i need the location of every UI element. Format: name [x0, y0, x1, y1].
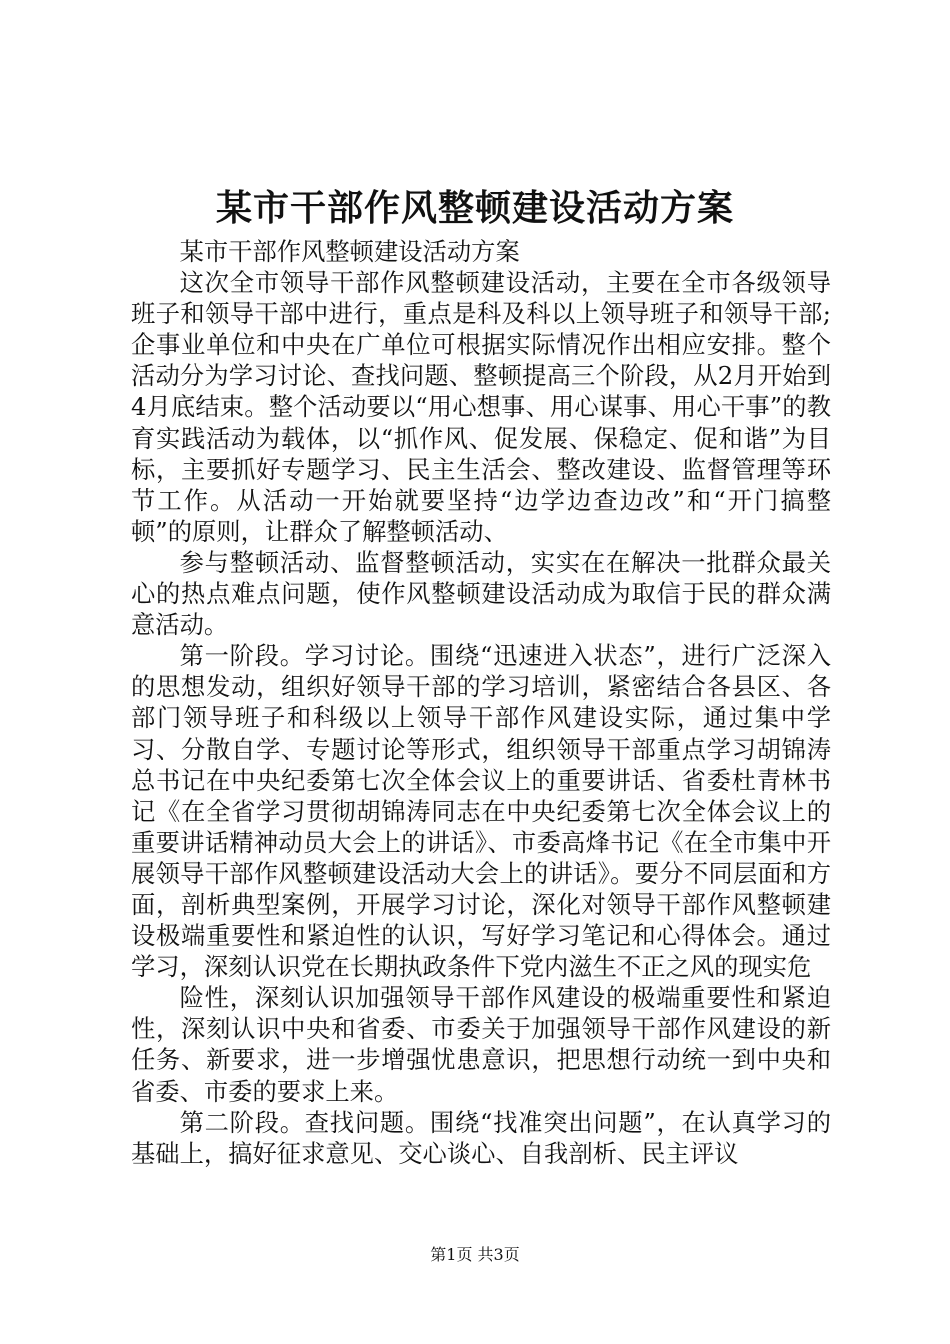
page-number-footer: 第1页 共3页 — [430, 1245, 520, 1264]
paragraph-stage-two: 第二阶段。查找问题。围绕“找准突出问题”，在认真学习的基础上，搞好征求意见、交心谈心、自我剖析、民主评议 — [131, 1107, 831, 1168]
paragraph-subtitle: 某市干部作风整顿建设活动方案 — [179, 237, 520, 266]
paragraph-stage-one-continued: 险性，深刻认识加强领导干部作风建设的极端重要性和紧迫性，深刻认识中央和省委、市委关于加强领导干部作风建设的新任务、新要求，进一步增强忧患意识，把思想行动统一到中央和省委、市委的要求上来。 — [131, 983, 831, 1106]
paragraph-intro-continued: 参与整顿活动、监督整顿活动，实实在在解决一批群众最关心的热点难点问题，使作风整顿建设活动成为取信于民的群众满意活动。 — [131, 547, 831, 640]
paragraph-stage-one: 第一阶段。学习讨论。围绕“迅速进入状态”，进行广泛深入的思想发动，组织好领导干部的学习培训，紧密结合各县区、各部门领导班子和科级以上领导干部作风建设实际，通过集中学习、分散自学、专题讨论等形式，组织领导干部重点学习胡锦涛总书记在中央纪委第七次全体会议上的重要讲话、省委杜青林书记《在全省学习贯彻胡锦涛同志在中央纪委第七次全体会议上的重要讲话精神动员大会上的讲话》、市委高烽书记《在全市集中开展领导干部作风整顿建设活动大会上的讲话》。要分不同层面和方面，剖析典型案例，开展学习讨论，深化对领导干部作风整顿建设极端重要性和紧迫性的认识，写好学习笔记和心得体会。通过学习，深刻认识党在长期执政条件下党内滋生不正之风的现实危 — [131, 641, 831, 982]
document-title: 某市干部作风整顿建设活动方案 — [215, 187, 734, 229]
paragraph-intro: 这次全市领导干部作风整顿建设活动，主要在全市各级领导班子和领导干部中进行，重点是科及科以上领导班子和领导干部;企事业单位和中央在广单位可根据实际情况作出相应安排。整个活动分为学习讨论、查找问题、整顿提高三个阶段，从2月开始到4月底结束。整个活动要以“用心想事、用心谋事、用心干事”的教育实践活动为载体，以“抓作风、促发展、保稳定、促和谐”为目标，主要抓好专题学习、民主生活会、整改建设、监督管理等环节工作。从活动一开始就要坚持“边学边查边改”和“开门搞整顿”的原则，让群众了解整顿活动、 — [131, 268, 831, 546]
document-body — [131, 236, 831, 1169]
